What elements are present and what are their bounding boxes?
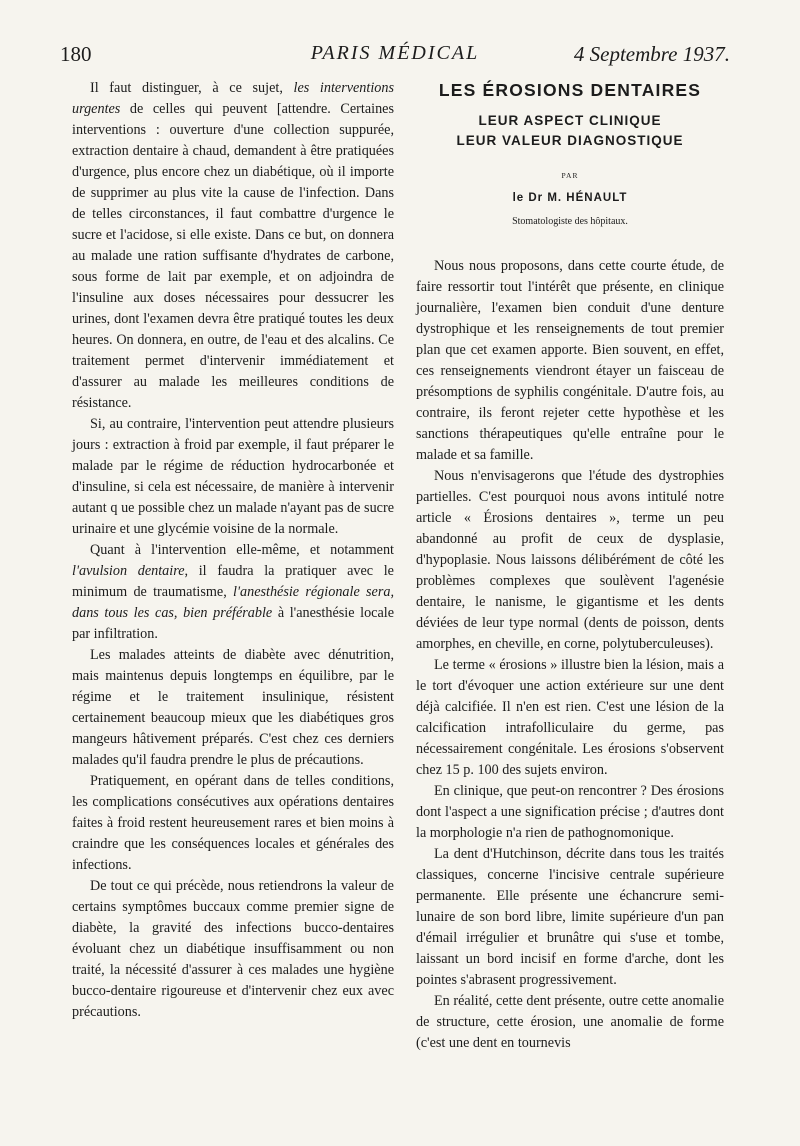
paragraph: En réalité, cette dent présente, outre cette anomalie de structure, cette érosion, une anomalie de forme (c'est une dent en tournevis xyxy=(416,993,724,1051)
paragraph: La dent d'Hutchinson, décrite dans tous les traités classiques, concerne l'incisive centrale supérieure permanente. Elle présente une échancrure semi-lunaire de son bord libre, limite supérieure d'un pan d'émail irrégulier et brunâtre qui s'use et tombe, laissant un bord incisif en forme d'arche, dont les pointes s'abrasent progressivement. xyxy=(416,846,724,988)
paragraph: Si, au contraire, l'intervention peut attendre plusieurs jours : extraction à froid par exemple, il faut préparer le malade par le régime de réduction hydrocarbonée et d'insuline, si cela est nécessaire, de manière à intervenir autant q ue possible chez un malade n'ayant pas de sucre urinaire et une glycémie voisine de la normale. xyxy=(72,416,394,537)
article-subtitle: LEUR ASPECT CLINIQUE xyxy=(478,113,662,128)
journal-title: PARIS MÉDICAL xyxy=(310,42,480,64)
paragraph: Nous nous proposons, dans cette courte étude, de faire ressortir tout l'intérêt que présente, en clinique journalière, l'examen bien conduit d'une denture dystrophique et les renseignements de tout premier plan que cet examen apporte. Bien souvent, en effet, ces renseignements viendront étayer un faisceau de présomptions de syphilis congénitale. D'autre fois, au contraire, ils feront rejeter cette hypothèse et les sanctions thérapeutiques qu'elle entraîne pour le malade et sa famille. xyxy=(416,258,724,463)
issue-date: 4 Septembre 1937. xyxy=(573,42,730,66)
article-title: LES ÉROSIONS DENTAIRES xyxy=(438,80,702,100)
author-role: Stomatologiste des hôpitaux. xyxy=(512,216,628,227)
page-number: 180 xyxy=(60,42,92,66)
left-column xyxy=(72,78,394,1023)
paragraph: En clinique, que peut-on rencontrer ? Des érosions dont l'aspect a une signification précise ; d'autres dont la morphologie n'a rien de pathognomonique. xyxy=(416,783,724,841)
byline-par: PAR xyxy=(561,171,579,180)
author-name: le Dr M. HÉNAULT xyxy=(512,192,628,204)
paragraph: Il faut distinguer, à ce sujet, les interventions urgentes de celles qui peuvent [attendre. Certaines interventions : ouverture d'une collection suppurée, extraction dentaire à chaud, demandent à être pratiquées d'urgence, plus encore chez un diabétique, où il importe de supprimer au plus vite la cause de l'infection. Dans de telles circonstances, il faut combattre d'urgence le sucre et l'acidose, si elle existe. Dans ce but, on donnera au malade une ration suffisante d'hydrates de carbone, sous forme de lait par exemple, et on adjoindra de l'insuline aux doses nécessaires pour dessucrer les urines, dont l'examen devra être pratiqué toutes les deux heures. On donnera, en outre, de l'eau et des alcalins. Ce traitement permet d'intervenir immédiatement et d'assurer au malade les meilleures conditions de résistance. xyxy=(72,80,394,411)
paragraph: Le terme « érosions » illustre bien la lésion, mais a le tort d'évoquer une action extérieure sur une dent déjà calcifiée. Il n'en est rien. C'est une lésion de la calcification intrafolliculaire du germe, pas nécessairement congénitale. Les érosions s'observent chez 15 p. 100 des sujets environ. xyxy=(416,657,724,778)
paragraph: Quant à l'intervention elle-même, et notamment l'avulsion dentaire, il faudra la pratiquer avec le minimum de traumatisme, l'anesthésie régionale sera, dans tous les cas, bien préférable à l'anesthésie locale par infiltration. xyxy=(72,542,394,642)
paragraph: Pratiquement, en opérant dans de telles conditions, les complications consécutives aux opérations dentaires faites à froid restent heureusement rares et bien moins à craindre que les conséquences locales et générales des infections. xyxy=(72,773,394,873)
paragraph: Les malades atteints de diabète avec dénutrition, mais maintenus depuis longtemps en équilibre, par le régime et le traitement insulinique, résistent certainement beaucoup mieux que les diabétiques gros mangeurs hâtivement préparés. C'est chez ces derniers malades qu'il faudra prendre le plus de précautions. xyxy=(72,647,394,768)
article-subtitle: LEUR VALEUR DIAGNOSTIQUE xyxy=(456,133,684,148)
paragraph: De tout ce qui précède, nous retiendrons la valeur de certains symptômes buccaux comme premier signe de diabète, la gravité des infections bucco-dentaires évoluant chez un diabétique insuffisamment ou non traité, la nécessité d'assurer à ces malades une hygiène bucco-dentaire rigoureuse et d'intervenir chez eux avec précautions. xyxy=(72,878,394,1020)
page-header xyxy=(60,42,730,72)
paragraph: Nous n'envisagerons que l'étude des dystrophies partielles. C'est pourquoi nous avons intitulé notre article « Érosions dentaires », terme un peu abandonné au profit de ceux de dysplasie, d'hypoplasie. Nous laissons délibérément de côté les problèmes complexes que soulèvent l'agenésie dentaire, le nanisme, le gigantisme et les dents déviées de leur type normal (dents de poisson, dents amorphes, en cheville, en corne, polytuberculeuses). xyxy=(416,468,724,652)
right-column xyxy=(416,78,724,1054)
